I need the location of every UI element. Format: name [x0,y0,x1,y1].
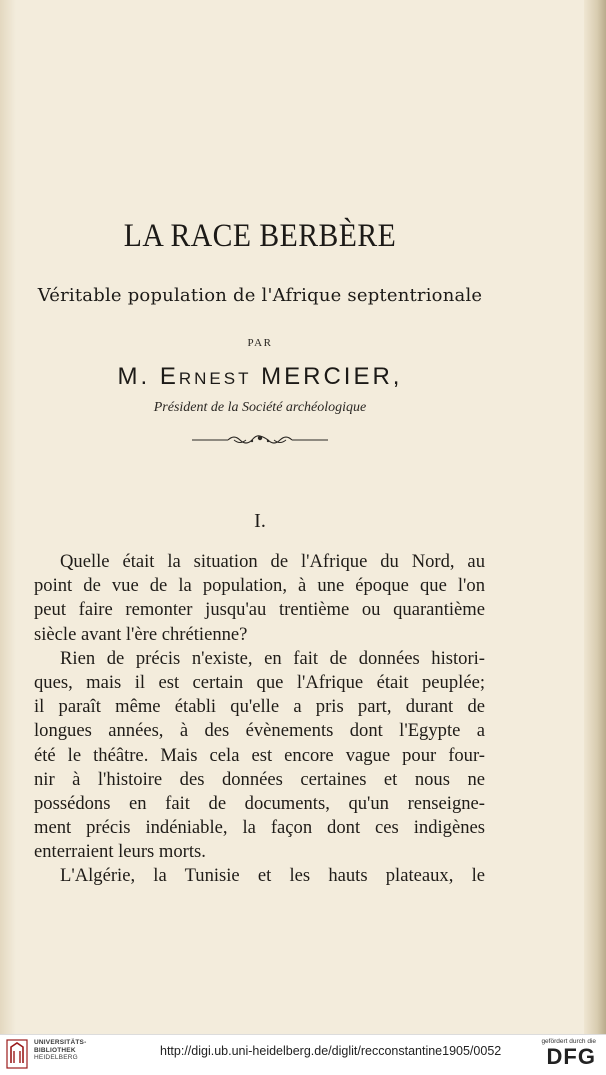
text-line: longues années, à des évènements dont l'Egypte a [34,720,485,742]
text-line: ment précis indéniable, la façon dont ces indigènes [34,817,485,839]
viewer-footer [0,1034,606,1075]
author-name: M. Ernest MERCIER, [117,363,403,390]
text-line: enterraient leurs morts. [34,841,206,863]
permalink-url[interactable]: http://digi.ub.uni-heidelberg.de/diglit/recconstantine1905/0052 [160,1044,502,1058]
text-line: peut faire remonter jusqu'au trentième ou quarantième [34,599,485,621]
body-text [34,550,485,889]
text-line: point de vue de la population, à une époque que l'on [34,575,485,597]
text-line: ques, mais il est certain que l'Afrique était peuplée; [34,671,485,693]
dfg-logo-icon: DFG [546,1044,596,1069]
university-library-name [34,1039,86,1062]
university-library-logo-icon [6,1039,28,1069]
text-line: L'Algérie, la Tunisie et les hauts plateaux, le [60,865,485,887]
author-role: Président de la Société archéologique [153,400,367,415]
text-line: siècle avant l'ère chrétienne? [34,623,248,645]
section-number: I. [254,510,266,532]
funded-by-text: gefördert durch die [541,1038,596,1045]
byline-par: PAR [247,337,273,349]
library-line-2: BIBLIOTHEK [34,1046,76,1054]
ornament-divider-icon [190,430,330,450]
funding-notice [541,1038,596,1070]
text-line: été le théâtre. Mais cela est encore vague pour four- [34,744,485,766]
document-title: LA RACE BERBÈRE [123,218,397,254]
text-line: possédons en fait de documents, qu'un renseigne- [34,792,485,814]
text-line: il paraît même établi qu'elle a pris part, durant de [34,696,485,718]
document-subtitle: Véritable population de l'Afrique septentrionale [37,285,483,306]
text-line: Rien de précis n'existe, en fait de données histori- [60,647,485,669]
library-line-3: HEIDELBERG [34,1054,78,1061]
page-edge [584,0,606,1034]
library-line-1: UNIVERSITÄTS- [34,1039,87,1046]
text-line: Quelle était la situation de l'Afrique du Nord, au [60,551,485,572]
text-line: nir à l'histoire des données certaines et nous ne [34,768,485,790]
